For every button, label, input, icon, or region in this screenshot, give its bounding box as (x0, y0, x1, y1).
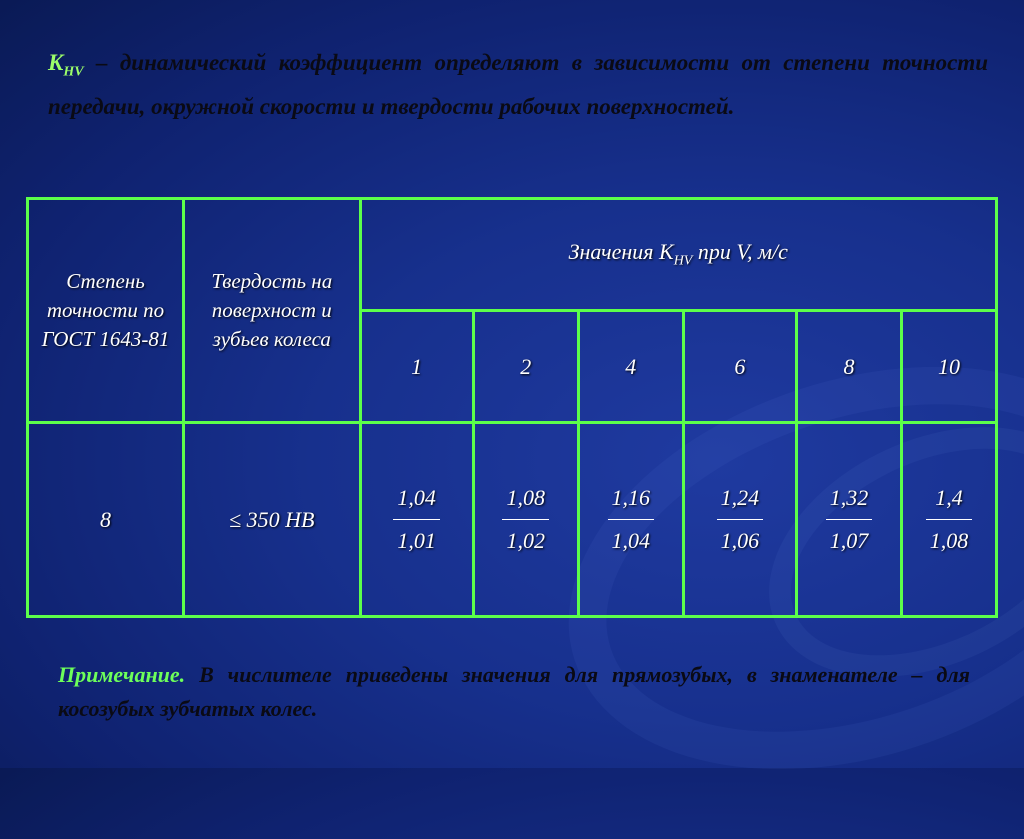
intro-text: – динамический коэффициент определяют в зависимости от степени точности передачи, окружной скорости и твердости рабочих поверхностей. (48, 50, 988, 119)
value-cell: $\frac{1,16}{1,04}$ (578, 423, 683, 617)
table-row (28, 423, 997, 617)
value-cell: $\frac{1,4}{1,08}$ (902, 423, 997, 617)
value-cell: $\frac{1,32}{1,07}$ (797, 423, 902, 617)
header-khv-values: Значения $K_{HV}$ при V, м/с (360, 199, 997, 311)
speed-8: 8 (797, 311, 902, 423)
note-label: Примечание. (58, 662, 186, 687)
khv-table (26, 197, 998, 618)
speed-2: 2 (473, 311, 578, 423)
value-cell: $\frac{1,24}{1,06}$ (683, 423, 796, 617)
khv-symbol: $K_{HV}$ (48, 50, 84, 80)
note-paragraph (58, 658, 970, 726)
speed-10: 10 (902, 311, 997, 423)
note-text: В числителе приведены значения для прямозубых, в знаменателе – для косозубых зубчатых колес. (58, 662, 970, 721)
hardness-value: ≤ 350 НВ (184, 423, 360, 617)
precision-value: 8 (28, 423, 184, 617)
value-cell: $\frac{1,04}{1,01}$ (360, 423, 473, 617)
value-cell: $\frac{1,08}{1,02}$ (473, 423, 578, 617)
header-precision: Степень точности по ГОСТ 1643-81 (28, 199, 184, 423)
speed-1: 1 (360, 311, 473, 423)
speed-6: 6 (683, 311, 796, 423)
intro-paragraph (48, 46, 988, 124)
speed-4: 4 (578, 311, 683, 423)
header-hardness: Твердость на поверхност и зубьев колеса (184, 199, 360, 423)
